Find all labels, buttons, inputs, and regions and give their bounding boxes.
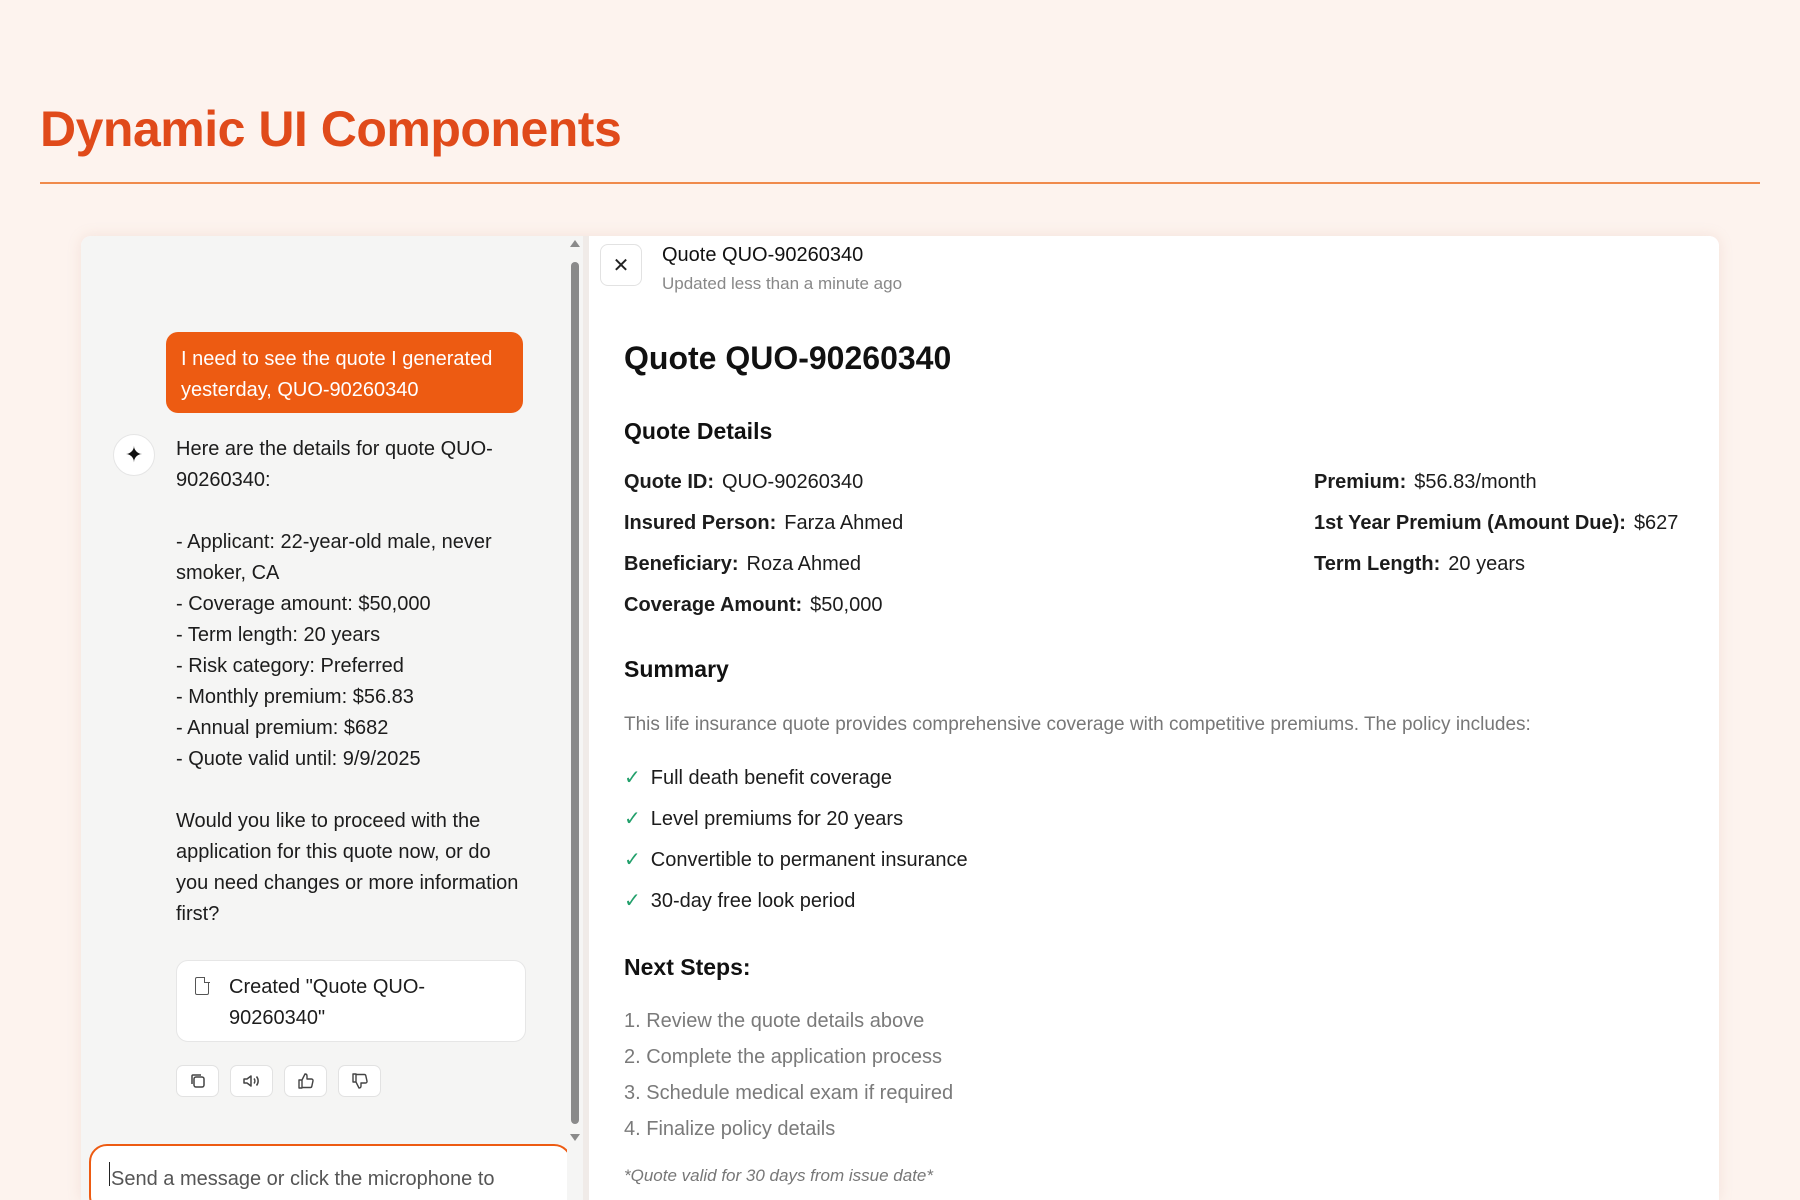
chat-scrollbar[interactable]: [567, 236, 583, 1200]
detail-value: $56.83/month: [1414, 471, 1537, 493]
close-icon: ✕: [612, 254, 630, 277]
read-aloud-button[interactable]: [230, 1065, 273, 1097]
benefit-item: [624, 888, 855, 913]
detail-quote-id: [624, 471, 863, 494]
detail-coverage-amount: [624, 594, 882, 617]
close-button[interactable]: [600, 244, 642, 286]
next-step-item: 1. Review the quote details above: [624, 1010, 925, 1032]
detail-value: $627: [1633, 512, 1679, 534]
check-icon: ✓: [624, 849, 641, 871]
summary-text: This life insurance quote provides comprehensive coverage with competitive premiums. The policy includes:: [624, 714, 1531, 735]
check-icon: ✓: [624, 808, 641, 830]
benefit-text: 30-day free look period: [650, 890, 856, 912]
page-title: Dynamic UI Components: [40, 101, 622, 157]
detail-beneficiary: [624, 553, 861, 576]
scroll-thumb[interactable]: [571, 262, 579, 1124]
next-steps-heading: Next Steps:: [624, 954, 751, 980]
detail-label: 1st Year Premium (Amount Due):: [1314, 512, 1626, 534]
detail-value: 20 years: [1448, 553, 1526, 575]
app-frame: [81, 236, 1719, 1200]
next-step-item: 4. Finalize policy details: [624, 1118, 836, 1140]
document-icon: [195, 977, 209, 995]
title-divider: [40, 182, 1760, 184]
next-step-item: 2. Complete the application process: [624, 1046, 942, 1068]
panel-updated-time: Updated less than a minute ago: [662, 274, 903, 293]
quote-panel: [589, 236, 1719, 1200]
benefit-item: [624, 765, 892, 790]
detail-term-length: [1314, 553, 1525, 576]
scroll-up-arrow-icon[interactable]: [570, 240, 580, 247]
copy-button[interactable]: [176, 1065, 219, 1097]
detail-value: Roza Ahmed: [746, 553, 862, 575]
chat-panel: [81, 236, 567, 1200]
artifact-card[interactable]: [176, 960, 526, 1042]
detail-label: Quote ID:: [624, 471, 714, 493]
detail-label: Premium:: [1314, 471, 1407, 493]
thumbs-up-icon: [297, 1072, 315, 1090]
detail-label: Term Length:: [1314, 553, 1441, 575]
benefit-item: [624, 806, 903, 831]
detail-value: $50,000: [810, 594, 883, 616]
benefit-item: [624, 847, 968, 872]
scroll-down-arrow-icon[interactable]: [570, 1134, 580, 1141]
benefit-text: Convertible to permanent insurance: [650, 849, 968, 871]
thumbs-up-button[interactable]: [284, 1065, 327, 1097]
details-heading: Quote Details: [624, 418, 773, 444]
user-message-bubble: I need to see the quote I generated yesterday, QUO-90260340: [166, 332, 523, 413]
message-input[interactable]: [89, 1144, 572, 1200]
summary-heading: Summary: [624, 656, 729, 682]
next-step-item: 3. Schedule medical exam if required: [624, 1082, 954, 1104]
detail-premium: [1314, 471, 1537, 494]
artifact-label: Created "Quote QUO-90260340": [229, 976, 426, 1029]
detail-first-year-premium: [1314, 512, 1678, 535]
thumbs-down-icon: [351, 1072, 369, 1090]
detail-label: Coverage Amount:: [624, 594, 803, 616]
detail-insured-person: [624, 512, 903, 535]
text-caret: [109, 1162, 110, 1186]
assistant-message: Here are the details for quote QUO-90260340: - Applicant: 22-year-old male, never smoker, CA - Coverage amount: $50,000 - Term length: 20 years - Risk category: Preferred - Monthly premium: $56.83 - Annual premium: $682 - Quote valid until: 9/9/2025 Would you like to proceed with the application for this quote now, or do you need changes or more information first?: [176, 438, 519, 925]
panel-title: Quote QUO-90260340: [662, 244, 864, 266]
validity-note: *Quote valid for 30 days from issue date*: [624, 1166, 933, 1185]
detail-label: Insured Person:: [624, 512, 777, 534]
check-icon: ✓: [624, 767, 641, 789]
detail-label: Beneficiary:: [624, 553, 739, 575]
check-icon: ✓: [624, 890, 641, 912]
benefit-text: Full death benefit coverage: [650, 767, 893, 789]
message-actions: [176, 1065, 381, 1097]
benefit-text: Level premiums for 20 years: [650, 808, 904, 830]
speaker-icon: [242, 1072, 262, 1090]
copy-icon: [189, 1072, 207, 1090]
detail-value: QUO-90260340: [722, 471, 864, 493]
quote-heading: Quote QUO-90260340: [624, 340, 952, 376]
sparkle-icon: ✦: [113, 434, 155, 476]
thumbs-down-button[interactable]: [338, 1065, 381, 1097]
detail-value: Farza Ahmed: [784, 512, 904, 534]
